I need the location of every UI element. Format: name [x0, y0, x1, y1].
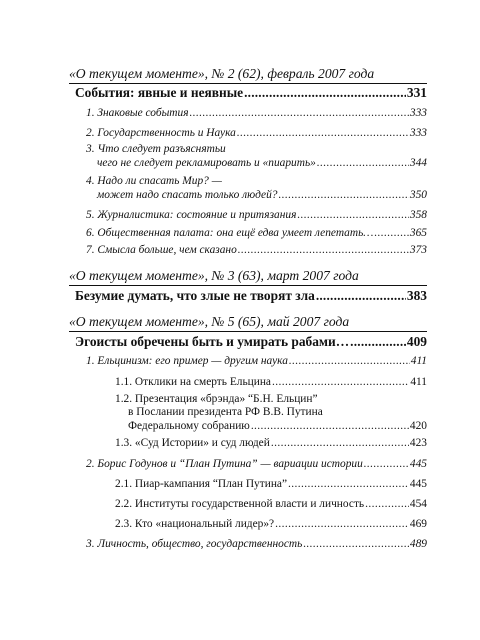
dot-leader [279, 188, 409, 202]
page-number: 358 [409, 209, 427, 221]
dot-leader [271, 436, 409, 450]
dot-leader [289, 354, 410, 368]
toc-entry[interactable] [86, 208, 427, 222]
entry-title-line: в Послании президента РФ В.В. Путина [128, 406, 323, 418]
issue-title: «О текущем моменте», № 5 (65), май 2007 года [69, 314, 350, 329]
page-number: 489 [409, 538, 427, 550]
dot-leader [297, 208, 409, 222]
entry-title: 1. Знаковые события [86, 107, 189, 119]
dot-leader [303, 537, 409, 551]
dot-leader [350, 334, 406, 350]
entry-title-line: 4. Надо ли спасать Мир? — [86, 175, 222, 187]
page-number: 411 [410, 355, 427, 367]
page-number: 445 [409, 478, 427, 490]
dot-leader [272, 375, 409, 389]
page-number: 331 [406, 85, 427, 100]
entry-title: 5. Журналистика: состояние и притязания [86, 209, 297, 221]
page-number: 469 [409, 518, 427, 530]
page-number: 411 [410, 376, 427, 388]
toc-entry[interactable] [115, 497, 427, 511]
page-number: 373 [409, 244, 427, 256]
entry-title: События: явные и неявные [75, 85, 244, 100]
toc-entry[interactable] [115, 436, 427, 450]
toc-entry[interactable] [86, 457, 427, 471]
toc-entry[interactable] [115, 517, 427, 531]
toc-main-entry[interactable] [75, 288, 427, 304]
toc-main-entry[interactable] [75, 334, 427, 350]
toc-entry[interactable] [115, 477, 427, 491]
dot-leader [244, 85, 406, 101]
page-number: 365 [409, 227, 427, 239]
entry-title: 1.3. «Суд Истории» и суд людей [115, 437, 270, 449]
entry-title: 1. Ельцинизм: его пример — другим наука [86, 355, 288, 367]
entry-title: 2.1. Пиар-кампания “План Путина” [115, 478, 288, 490]
toc-entry[interactable] [86, 354, 427, 368]
toc-main-entry[interactable] [75, 85, 427, 101]
toc-entry[interactable] [97, 188, 427, 202]
dot-leader [364, 457, 409, 471]
entry-title: 1.1. Отклики на смерть Ельцина [115, 376, 271, 388]
dot-leader [288, 477, 409, 491]
dot-leader [365, 497, 409, 511]
toc-entry[interactable] [86, 106, 427, 120]
dot-leader [317, 156, 409, 170]
page-number: 409 [406, 334, 427, 349]
dot-leader [237, 126, 409, 140]
entry-title: 2. Государственность и Наука [86, 127, 236, 139]
page-number: 454 [409, 498, 427, 510]
page-number: 333 [409, 107, 427, 119]
issue-title: «О текущем моменте», № 3 (63), март 2007 года [69, 268, 359, 283]
toc-entry[interactable] [97, 156, 427, 170]
page-number: 350 [409, 189, 427, 201]
entry-title-line: 3. Что следует разъяснятьи [86, 143, 226, 155]
issue-title: «О текущем моменте», № 2 (62), февраль 2007 года [69, 66, 375, 81]
page-number: 420 [409, 420, 427, 432]
toc-entry[interactable] [86, 243, 427, 257]
dot-leader [275, 517, 409, 531]
toc-entry[interactable] [86, 126, 427, 140]
dot-leader [238, 243, 409, 257]
toc-entry[interactable] [86, 226, 427, 240]
toc-entry[interactable] [128, 419, 427, 433]
page-number: 445 [409, 458, 427, 470]
page-number: 423 [409, 437, 427, 449]
entry-title: 6. Общественная палата: она ещё едва умеет лепетать… [86, 227, 374, 239]
entry-title: 2. Борис Годунов и “План Путина” — вариации истории [86, 458, 363, 470]
entry-title: чего не следует рекламировать и «пиарить» [97, 157, 316, 169]
entry-title: 2.2. Институты государственной власти и личность [115, 498, 365, 510]
divider [69, 285, 427, 286]
divider [69, 83, 427, 84]
page-number: 344 [409, 157, 427, 169]
entry-title: 2.3. Кто «национальный лидер»? [115, 518, 275, 530]
entry-title: Безумие думать, что злые не творят зла [75, 288, 315, 303]
entry-title: 7. Смысла больше, чем сказано [86, 244, 237, 256]
entry-title: Федеральному собранию [128, 420, 250, 432]
entry-title: 3. Личность, общество, государственность [86, 538, 303, 550]
dot-leader [251, 419, 409, 433]
dot-leader [316, 288, 406, 304]
toc-entry[interactable] [115, 375, 427, 389]
dot-leader [190, 106, 409, 120]
entry-title: Эгоисты обречены быть и умирать рабами… [75, 334, 350, 349]
page-number: 383 [406, 288, 427, 303]
entry-title-line: 1.2. Презентация «брэнда» “Б.Н. Ельцин” [115, 393, 318, 405]
toc-entry[interactable] [86, 537, 427, 551]
entry-title: может надо спасать только людей? [97, 189, 278, 201]
page-number: 333 [409, 127, 427, 139]
divider [69, 331, 427, 332]
dot-leader [374, 226, 408, 240]
